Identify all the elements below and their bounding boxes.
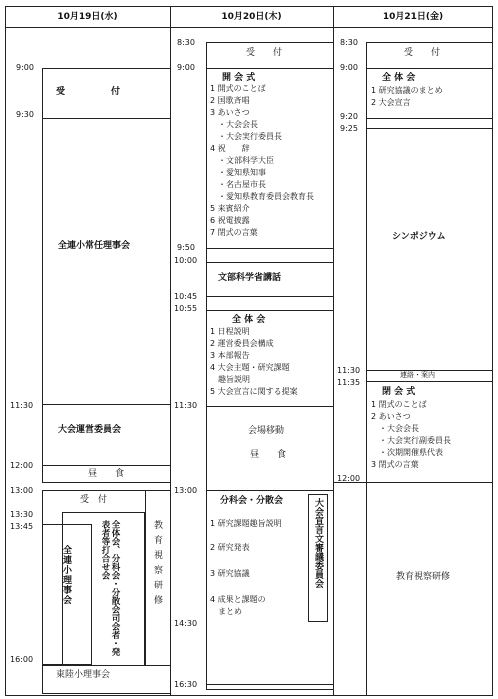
d1-reception: 受 付 bbox=[56, 87, 123, 97]
d2-line-1055 bbox=[206, 310, 333, 311]
d1-lunch: 昼 食 bbox=[88, 469, 125, 479]
d1-convention-board: 大会運営委員会 bbox=[58, 425, 122, 435]
d2-line-950 bbox=[206, 248, 333, 249]
d2-plenary-item: 1 日程説明 bbox=[210, 327, 250, 336]
day2-header: 10月20日(木) bbox=[221, 12, 282, 22]
d2-opening-item: ・大会会長 bbox=[210, 120, 258, 129]
d3-time-1135: 11:35 bbox=[337, 378, 361, 387]
d2-line-1130 bbox=[206, 406, 333, 407]
d2-time-1045: 10:45 bbox=[174, 292, 198, 301]
d2-plenary-item: 4 大会主題・研究課題 bbox=[210, 363, 290, 372]
d1-time-1330: 13:30 bbox=[10, 510, 34, 519]
d2-subgroup-item: まとめ bbox=[210, 607, 242, 616]
d2-time-1430: 14:30 bbox=[174, 619, 198, 628]
d3-edu-tour: 教育視察研修 bbox=[396, 572, 451, 582]
column-divider-1 bbox=[170, 6, 171, 696]
d2-plenary-item: 3 本部報告 bbox=[210, 351, 250, 360]
d2-time-1630: 16:30 bbox=[174, 680, 198, 689]
d3-time-900: 9:00 bbox=[340, 63, 358, 72]
d3-symposium: シンポジウム bbox=[392, 232, 446, 242]
d2-reception: 受 付 bbox=[246, 48, 283, 58]
d2-opening-item: 4 祝 辞 bbox=[210, 144, 250, 153]
d1-tohoku-board: 東陸小理事会 bbox=[56, 670, 111, 680]
d3-time-830: 8:30 bbox=[340, 38, 358, 47]
d1-time-930: 9:30 bbox=[16, 110, 34, 119]
d1-time-1200: 12:00 bbox=[10, 461, 34, 470]
d2-subgroup-item: 1 研究課題趣旨説明 bbox=[210, 519, 282, 528]
d3-line-1135 bbox=[366, 381, 493, 382]
d3-time-1130: 11:30 bbox=[337, 366, 361, 375]
d3-plenary-item: 2 大会宣言 bbox=[371, 98, 411, 107]
d2-plenary-item: 2 運営委員会構成 bbox=[210, 339, 274, 348]
d3-closing-item: 2 あいさつ bbox=[371, 412, 411, 421]
d3-plenary-item: 1 研究協議のまとめ bbox=[371, 86, 443, 95]
d2-time-1000: 10:00 bbox=[174, 256, 198, 265]
d2-opening-item: ・愛知県知事 bbox=[210, 168, 266, 177]
d2-line-1000 bbox=[206, 262, 333, 263]
d1-line-1130 bbox=[42, 404, 170, 405]
d1-edu-tour: 教育視察研修 bbox=[152, 520, 162, 610]
d3-time-925: 9:25 bbox=[340, 124, 358, 133]
d2-move: 会場移動 bbox=[248, 426, 285, 436]
d2-opening-item: 2 国歌斉唱 bbox=[210, 96, 250, 105]
d2-plenary-title: 全 体 会 bbox=[232, 315, 266, 325]
d3-notice: 連絡・案内 bbox=[400, 371, 435, 379]
d2-opening-item: 6 祝電披露 bbox=[210, 216, 250, 225]
d2-subgroup-item: 2 研究発表 bbox=[210, 543, 250, 552]
d2-time-1300: 13:00 bbox=[174, 486, 198, 495]
d2-plenary-item: 5 大会宣言に関する提案 bbox=[210, 387, 298, 396]
d3-plenary-title: 全 体 会 bbox=[382, 73, 416, 83]
d1-time-1300: 13:00 bbox=[10, 486, 34, 495]
d3-reception: 受 付 bbox=[404, 48, 441, 58]
d1-main-block bbox=[42, 68, 170, 483]
d2-opening-item: ・名古屋市長 bbox=[210, 180, 266, 189]
d2-subgroup-item: 4 成果と課題の bbox=[210, 595, 266, 604]
d2-opening-title: 開 会 式 bbox=[222, 73, 256, 83]
column-divider-2 bbox=[333, 6, 334, 696]
d3-time-920: 9:20 bbox=[340, 112, 358, 121]
day3-header: 10月21日(金) bbox=[382, 12, 444, 22]
d3-line-920 bbox=[366, 118, 493, 119]
header-divider bbox=[5, 27, 493, 28]
d2-line-1045 bbox=[206, 296, 333, 297]
d3-closing-item: ・大会実行副委員長 bbox=[371, 436, 451, 445]
d2-subgroup-item: 3 研究協議 bbox=[210, 569, 250, 578]
d1-zenren-board: 全連小常任理事会 bbox=[58, 241, 131, 251]
d3-time-1200: 12:00 bbox=[337, 474, 361, 483]
d2-time-830: 8:30 bbox=[177, 38, 195, 47]
d1-line-1200 bbox=[42, 465, 170, 466]
d2-opening-item: 7 閉式の言葉 bbox=[210, 228, 258, 237]
d2-opening-item: ・文部科学大臣 bbox=[210, 156, 274, 165]
d1-reception2: 受 付 bbox=[80, 495, 108, 505]
d2-declaration-drafting: 大会宣言文審議委員会 bbox=[313, 498, 323, 588]
d2-line-1630 bbox=[206, 684, 333, 685]
d2-opening-item: 3 あいさつ bbox=[210, 108, 250, 117]
d2-time-900: 9:00 bbox=[177, 63, 195, 72]
d3-line-1200 bbox=[333, 482, 493, 483]
d1-time-900: 9:00 bbox=[16, 63, 34, 72]
d2-opening-item: 5 来賓紹介 bbox=[210, 204, 250, 213]
d3-closing-title: 閉 会 式 bbox=[382, 387, 416, 397]
d1-time-1345: 13:45 bbox=[10, 522, 34, 531]
d1-line-930 bbox=[42, 118, 170, 119]
d1-time-1130: 11:30 bbox=[10, 401, 34, 410]
d2-line-1300 bbox=[206, 490, 333, 491]
d2-time-1130: 11:30 bbox=[174, 401, 198, 410]
d3-closing-item: ・次期開催県代表 bbox=[371, 448, 443, 457]
d3-closing-item: ・大会会長 bbox=[371, 424, 419, 433]
d2-opening-item: ・愛知県教育委員会教育長 bbox=[210, 192, 314, 201]
d3-line-925 bbox=[366, 128, 493, 129]
d1-afternoon-divider bbox=[145, 490, 146, 665]
d2-time-950: 9:50 bbox=[177, 243, 195, 252]
d3-main-block bbox=[366, 42, 493, 696]
d2-opening-item: ・大会実行委員長 bbox=[210, 132, 282, 141]
d2-opening-item: 1 開式のことば bbox=[210, 84, 266, 93]
d2-line-900 bbox=[206, 68, 333, 69]
d3-line-900 bbox=[366, 68, 493, 69]
d1-line-1600 bbox=[42, 665, 170, 666]
d3-closing-item: 1 閉式のことば bbox=[371, 400, 427, 409]
d2-lunch: 昼 食 bbox=[250, 450, 287, 460]
d3-closing-item: 3 閉式の言葉 bbox=[371, 460, 419, 469]
d2-ministry-lecture: 文部科学省講話 bbox=[218, 273, 282, 283]
d2-time-1055: 10:55 bbox=[174, 304, 198, 313]
day1-header: 10月19日(水) bbox=[57, 12, 118, 22]
d2-plenary-item: 趣旨説明 bbox=[210, 375, 250, 384]
d1-coordination: 全体会、分科会・分散会司会者・発表者等打合せ会 bbox=[100, 520, 120, 656]
d1-zenren-small-board: 全連小理事会 bbox=[61, 545, 71, 605]
d2-subgroup-title: 分科会・分散会 bbox=[220, 496, 284, 506]
d1-time-1600: 16:00 bbox=[10, 655, 34, 664]
